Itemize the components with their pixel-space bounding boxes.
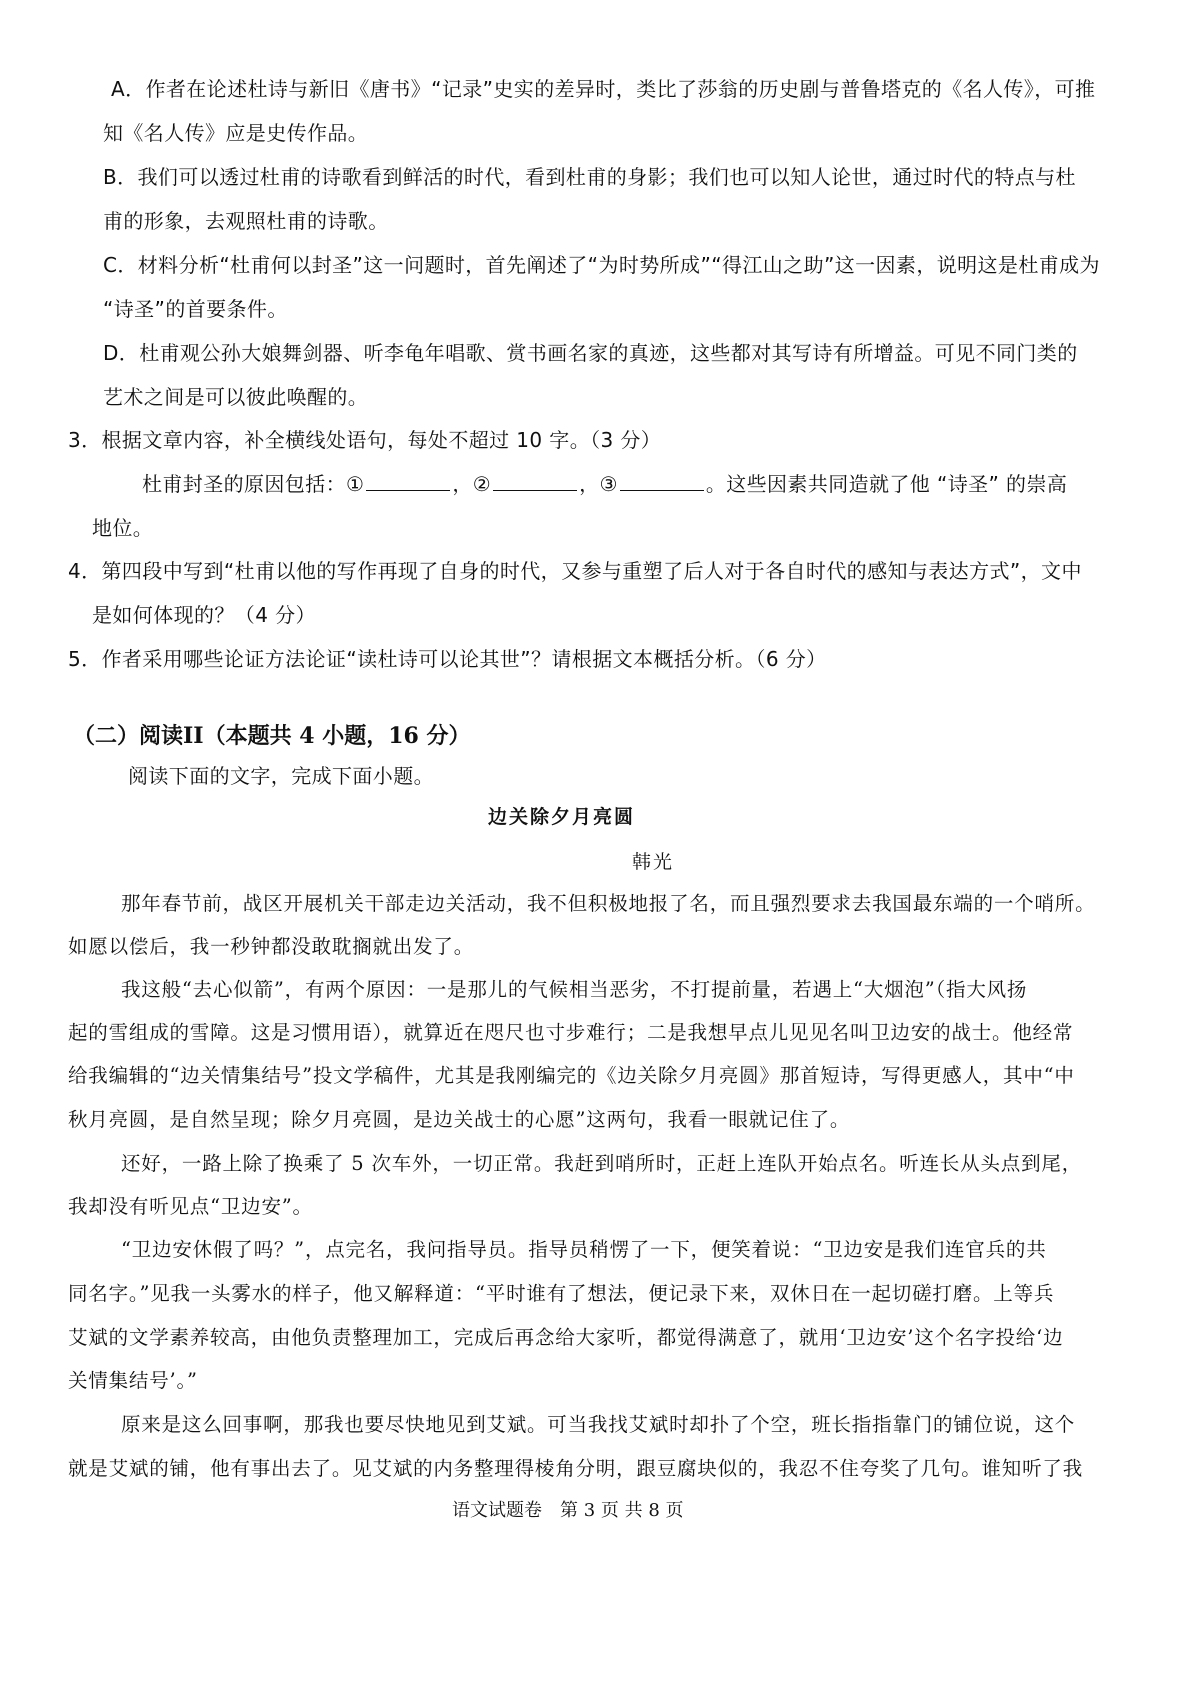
story-line: 如愿以偿后，我一秒钟都没敢耽搁就出发了。	[68, 935, 475, 958]
question-3-sep-3: ，③	[579, 472, 618, 496]
story-line: 秋月亮圆，是自然呈现；除夕月亮圆，是边关战士的心愿”这两句，我看一眼就记住了。	[68, 1108, 851, 1131]
story-line: 那年春节前，战区开展机关干部走边关活动，我不但积极地报了名，而且强烈要求去我国最东端的一个哨所。	[121, 892, 1096, 915]
story-line: 同名字。”见我一头雾水的样子，他又解释道：“平时谁有了想法，便记录下来，双休日在一起切磋打磨。上等兵	[68, 1282, 1055, 1305]
story-line: 艾斌的文学素养较高，由他负责整理加工，完成后再念给大家听，都觉得满意了，就用‘卫边安’这个名字投给‘边	[68, 1326, 1064, 1349]
section-2-heading: （二）阅读II（本题共 4 小题，16 分）	[73, 723, 471, 749]
story-line: 我却没有听见点“卫边安”。	[68, 1195, 313, 1218]
answer-blank-2[interactable]	[493, 472, 577, 491]
question-5: 5．作者采用哪些论证方法论证“读杜诗可以论其世”？请根据文本概括分析。（6 分）	[68, 647, 827, 671]
option-a-line-1: A．作者在论述杜诗与新旧《唐书》“记录”史实的差异时，类比了莎翁的历史剧与普鲁塔克的《名人传》，可推	[111, 77, 1096, 101]
question-3-fill-suffix: 。这些因素共同造就了他 “诗圣” 的崇高	[705, 472, 1068, 496]
question-4-line-2: 是如何体现的？（4 分）	[92, 603, 316, 627]
question-4-line-1: 4．第四段中写到“杜甫以他的写作再现了自身的时代，又参与重塑了后人对于各自时代的感知与表达方式”，文中	[68, 559, 1082, 583]
story-line: 还好，一路上除了换乘了 5 次车外，一切正常。我赶到哨所时，正赶上连队开始点名。听连长从头点到尾，	[121, 1152, 1083, 1175]
option-d-line-2: 艺术之间是可以彼此唤醒的。	[103, 385, 369, 409]
story-line: 原来是这么回事啊，那我也要尽快地见到艾斌。可当我找艾斌时却扑了个空，班长指指靠门的铺位说，这个	[121, 1413, 1076, 1436]
option-d-line-1: D．杜甫观公孙大娘舞剑器、听李龟年唱歌、赏书画名家的真迹，这些都对其写诗有所增益。可见不同门类的	[103, 341, 1078, 365]
story-line: 给我编辑的“边关情集结号”投文学稿件，尤其是我刚编完的《边关除夕月亮圆》那首短诗，写得更感人，其中“中	[68, 1064, 1075, 1087]
option-b-line-1: B．我们可以透过杜甫的诗歌看到鲜活的时代，看到杜甫的身影；我们也可以知人论世，通过时代的特点与杜	[103, 165, 1076, 189]
story-line: “卫边安休假了吗？”，点完名，我问指导员。指导员稍愣了一下，便笑着说：“卫边安是我们连官兵的共	[121, 1238, 1047, 1261]
option-c-line-2: “诗圣”的首要条件。	[103, 297, 288, 321]
story-line: 我这般“去心似箭”，有两个原因：一是那儿的气候相当恶劣，不打提前量，若遇上“大烟泡”（指大风扬	[121, 978, 1028, 1001]
answer-blank-3[interactable]	[620, 472, 704, 491]
story-title: 边关除夕月亮圆	[488, 806, 636, 828]
story-line: 起的雪组成的雪障。这是习惯用语），就算近在咫尺也寸步难行；二是我想早点儿见见名叫卫边安的战士。他经常	[68, 1021, 1074, 1044]
option-b-line-2: 甫的形象，去观照杜甫的诗歌。	[103, 209, 389, 233]
story-author: 韩光	[632, 851, 675, 873]
option-a-line-2: 知《名人传》应是史传作品。	[103, 121, 369, 145]
question-3: 3．根据文章内容，补全横线处语句，每处不超过 10 字。（3 分）	[68, 428, 662, 452]
question-3-fill-line	[142, 470, 1067, 498]
question-3-sep-2: ，②	[452, 472, 492, 496]
answer-blank-1[interactable]	[366, 472, 450, 491]
story-line: 关情集结号’。”	[68, 1369, 198, 1392]
section-2-instruction: 阅读下面的文字，完成下面小题。	[128, 764, 434, 788]
question-3-fill-prefix: 杜甫封圣的原因包括：①	[142, 472, 365, 496]
option-c-line-1: C．材料分析“杜甫何以封圣”这一问题时，首先阐述了“为时势所成”“得江山之助”这一因素，说明这是杜甫成为	[103, 253, 1100, 277]
question-3-fill-cont: 地位。	[92, 516, 154, 540]
story-line: 就是艾斌的铺，他有事出去了。见艾斌的内务整理得棱角分明，跟豆腐块似的，我忍不住夸奖了几句。谁知听了我	[68, 1457, 1084, 1480]
page-footer: 语文试题卷 第 3 页 共 8 页	[452, 1500, 684, 1521]
